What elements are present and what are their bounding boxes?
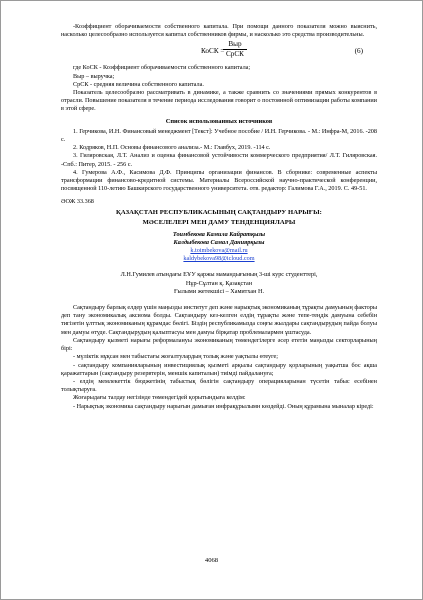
reference-item: 3. Гиляровская, Л.Т. Анализ и оценка финансовой устойчивости коммерческого предприятия/ Л.Т. Гиляровская. -Спб.: Питер, 2015. - 256 с.	[61, 152, 377, 168]
formula-koSK	[61, 40, 377, 62]
email-link-1[interactable]: k.toimbekova@mail.ru	[190, 247, 248, 255]
affiliation-line-2: Нұр-Сұлтан қ. Қазақстан	[185, 279, 253, 287]
formula-denominator: СрСК	[223, 49, 247, 59]
formula-where: где КоСК - Коэффициент оборачиваемости собственного капитала;	[73, 64, 251, 72]
formula-def-2: СрСК - средняя величина собственного капитала.	[73, 80, 204, 88]
body-list-item: - мүліктік нұқсан мен табыстағы жоғалтулардың толық және уақтылы өтеуге;	[73, 353, 279, 361]
authors-block	[61, 231, 377, 296]
reference-item: 2. Кодряков, Н.П. Основы финансового анализа.- М.: Главбух, 2019. -114 с.	[73, 144, 271, 152]
formula-def-1: Выр – выручка;	[73, 72, 115, 80]
author-2: Калдыбекова Самал Даниярқызы	[173, 238, 265, 246]
author-1: Тоимбекова Камила Кайратқызы	[172, 230, 266, 238]
page-content	[61, 23, 377, 411]
formula-lhs: КоСК =	[201, 47, 225, 56]
body-list-item: - елдің мемлекеттік бюджетінің табыстық бөлігін сақтандыру операцияларынан түсетін табыс есебінен толықтыруға.	[61, 377, 377, 394]
formula-numerator: Выр	[228, 40, 242, 49]
body-list-item: - сақтандыру компанияларының инвестициялық қызметі арқылы сақтандыру қорларының уақытша бос ақша қаражаттарын (сақтандыру резервтерін, меншік капиталын) тиімді пайдалануға;	[61, 361, 377, 377]
intro-paragraph-1: -Коэффициент оборачиваемости собственного капитала. При помощи данного показателя можно выяснить, насколько целесообразно используется капитал собственников фирмы, и насколько это средства производительны.	[61, 23, 377, 39]
body-list-item: - Нарықтық экономика сақтандыру нарығын дамыған инфрақұрылымн көздейді. Оның құрамына мыналар кіреді:	[73, 402, 374, 410]
article-title-line-1: ҚАЗАҚСТАН РЕСПУБЛИКАСЫНЫҢ САҚТАНДЫРУ НАРЫҒЫ:	[116, 208, 322, 216]
email-link-2[interactable]: kaldybekova98@icloud.com	[183, 255, 255, 263]
reference-item: 4. Гумерова А.Ф., Касимова Д.Ф. Принципы организации финансов. В сборнике: современные аспекты трансформации финансово-кредитной системы. Материалы Всероссийской научно-практической конференции, посвященной 110-летию Башкирского государственного университета. отв. редактор: Галимова Г.А., 2019. С. 49-51.	[61, 168, 377, 193]
body-paragraph: Сақтандыру қызметі нарығы реформалануы экономиканың төмендегілерге әсер ететін маңызды секторларының бірі:	[61, 336, 377, 353]
page-number: 4068	[204, 557, 219, 564]
body-paragraph: Сақтандыру барлық елдер үшін маңызды институт деп және нарықтық экономиканың тұрақты дамуының факторы деп тану экономикалық аксиома болды. Сақтандыру кез-келген елдің тұрақты және тепе-теңдік дамуына себебін тигізетін ұлттық экономиканың құрамдас бөлігі. Біздің республикамызда соңғы жылдары сақтандырудың пайда болуы мен дамуы өтуде. Сақтандырудың қалыптасуы мен дамуы бірқатар проблемалармен ұштасуда.	[61, 304, 377, 336]
body-paragraph: Жоғарыдағы талдау негізінде төмендегідей қорытындыға келдім:	[73, 394, 246, 402]
intro-paragraph-2: Показатель целесообразно рассматривать в динамике, а также сравнить со значениями прямых конкурентов в отрасли. Повышение показателя в течение периода исследования говорит о постоянной оптимизации работы компании в этой сфере.	[61, 89, 377, 113]
udc-code: ӘОЖ 33.368	[61, 198, 94, 206]
formula-number: (6)	[354, 47, 363, 56]
article-title-line-2: МӘСЕЛЕЛЕРІ МЕН ДАМУ ТЕНДЕНЦИЯЛАРЫ	[142, 218, 296, 226]
affiliation-line-1: Л.Н.Гумилев атындағы ЕҰУ қаржы мамандығының 3-ші курс студенттері,	[120, 271, 318, 279]
reference-item: 1. Герчикова, И.Н. Финансовый менеджмент [Текст]: Учебное пособие / И.Н. Герчикова. - М.: Инфра-М, 2016. -208 с.	[61, 127, 377, 144]
references-title: Список использованных источников	[165, 117, 273, 125]
formula-fraction	[223, 40, 247, 59]
scientific-advisor: Ғылыми жетекшісі – Хамитхан Н.	[173, 287, 265, 295]
